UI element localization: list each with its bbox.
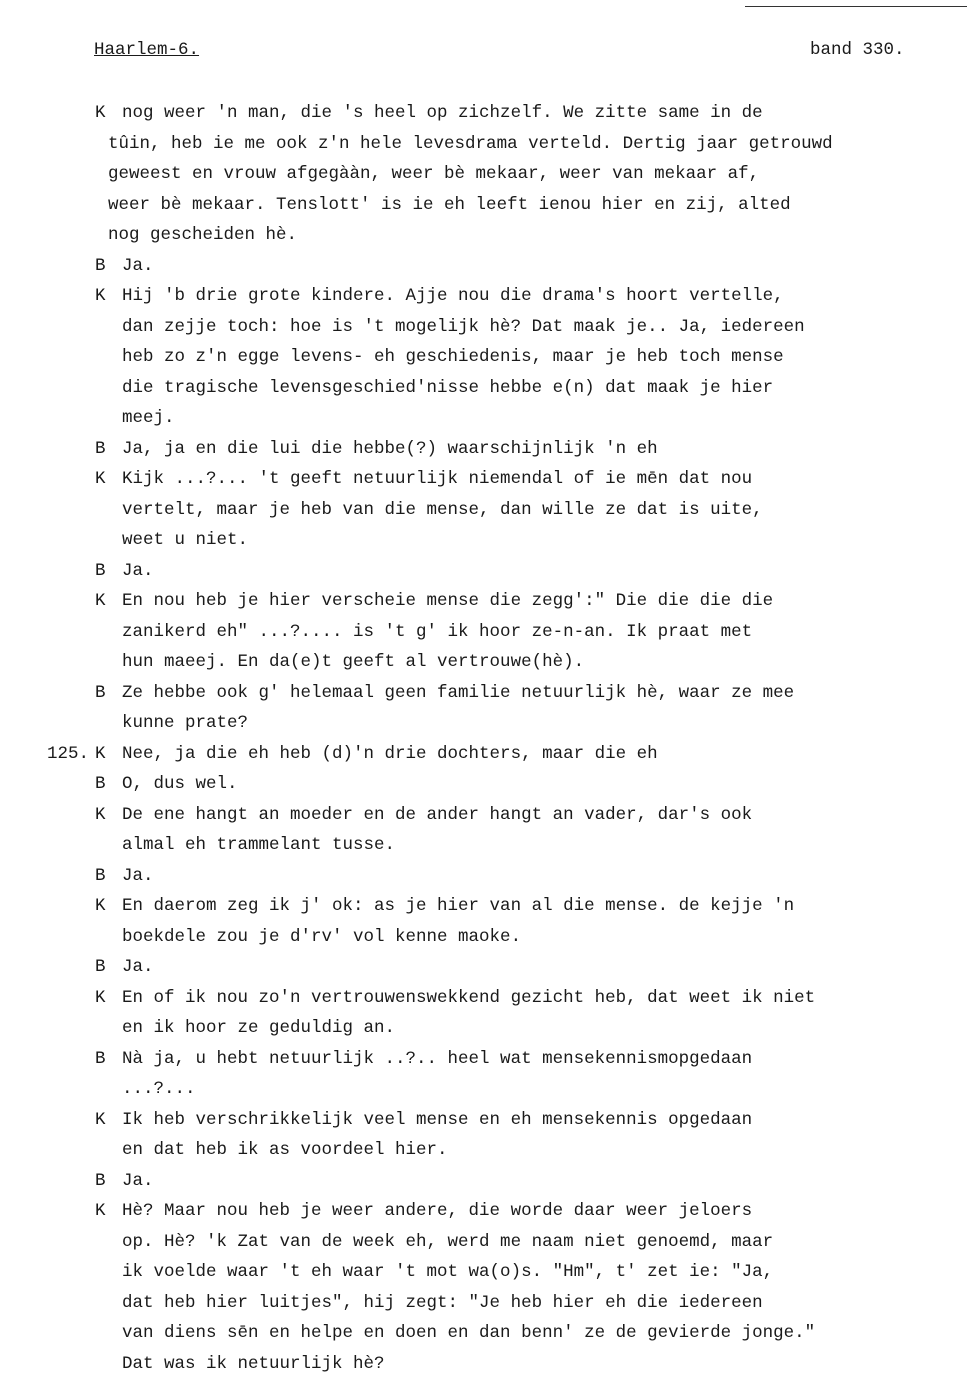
transcript-line (0, 1166, 973, 1197)
transcript-line (0, 952, 973, 983)
transcript-line (0, 586, 973, 617)
line-text: en ik hoor ze geduldig an. (122, 1018, 396, 1038)
line-text: En nou heb je hier verscheie mense die zegg':" Die die die die (122, 591, 774, 611)
line-text: vertelt, maar je heb van die mense, dan wille ze dat is uite, (122, 499, 763, 520)
speaker-label: K (95, 1201, 106, 1221)
line-text: Ja, ja en die lui die hebbe(?) waarschijnlijk 'n eh (122, 438, 658, 459)
transcript-line (0, 525, 973, 556)
speaker-label: B (95, 774, 106, 794)
line-text: die tragische levensgeschied'nisse hebbe e(n) dat maak je hier (122, 377, 774, 398)
transcript-line (0, 1288, 973, 1319)
transcript-line (0, 1013, 973, 1044)
transcript-line (0, 373, 973, 404)
line-text: geweest en vrouw afgegààn, weer bè mekaar, weer van mekaar af, (108, 164, 760, 184)
transcript-line (0, 190, 973, 221)
transcript-line (0, 708, 973, 739)
transcript-line (0, 220, 973, 251)
transcript-line (0, 312, 973, 343)
line-text: En daerom zeg ik j' ok: as je hier van al die mense. de kejje 'n (122, 896, 795, 916)
speaker-label: K (95, 286, 106, 306)
line-number: 125. (47, 743, 90, 764)
transcript-line (0, 556, 973, 587)
line-text: tûin, heb ie me ook z'n hele levesdrama verteld. Dertig jaar getrouwd (108, 133, 833, 154)
speaker-label: B (95, 1048, 106, 1069)
line-text: boekdele zou je d'rv' vol kenne maoke. (122, 926, 522, 947)
document-header-right: band 330. (810, 40, 905, 60)
transcript-line (0, 739, 973, 770)
transcript-line (0, 1074, 973, 1105)
line-text: Nee, ja die eh heb (d)'n drie dochters, maar die eh (122, 743, 658, 764)
transcript-line (0, 1196, 973, 1227)
line-text: De ene hangt an moeder en de ander hangt an vader, dar's ook (122, 804, 753, 825)
line-text: Ik heb verschrikkelijk veel mense en eh mensekennis opgedaan (122, 1109, 753, 1130)
line-text: Nà ja, u hebt netuurlijk ..?.. heel wat mensekennismopgedaan (122, 1048, 753, 1069)
transcript-line (0, 891, 973, 922)
transcript-line (0, 1257, 973, 1288)
transcript-line (0, 434, 973, 465)
line-text: Ja. (122, 560, 154, 581)
transcript-line (0, 159, 973, 190)
line-text: Hij 'b drie grote kindere. Ajje nou die drama's hoort vertelle, (122, 286, 784, 306)
transcript-line (0, 1227, 973, 1258)
line-text: ...?... (122, 1079, 196, 1099)
line-text: weer bè mekaar. Tenslott' is ie eh leeft ienou hier en zij, alted (108, 194, 791, 215)
transcript-line (0, 464, 973, 495)
transcript-line (0, 678, 973, 709)
transcript-line (0, 1044, 973, 1075)
transcript-line (0, 617, 973, 648)
line-text: Hè? Maar nou heb je weer andere, die worde daar weer jeloers (122, 1201, 753, 1221)
line-text: En of ik nou zo'n vertrouwenswekkend gezicht heb, dat weet ik niet (122, 987, 816, 1008)
line-text: Ja. (122, 1170, 154, 1191)
transcript-line (0, 800, 973, 831)
speaker-label: K (95, 743, 106, 764)
transcript-line (0, 769, 973, 800)
speaker-label: B (95, 1170, 106, 1191)
line-text: dan zejje toch: hoe is 't mogelijk hè? Dat maak je.. Ja, iedereen (122, 316, 805, 337)
transcript-line (0, 495, 973, 526)
transcript-line (0, 98, 973, 129)
transcript-line (0, 922, 973, 953)
speaker-label: K (95, 987, 106, 1008)
transcript-line (0, 251, 973, 282)
line-text: hun maeej. En da(e)t geeft al vertrouwe(hè). (122, 652, 585, 672)
transcript-line (0, 647, 973, 678)
speaker-label: B (95, 255, 106, 276)
speaker-label: B (95, 560, 106, 581)
line-text: Ja. (122, 255, 154, 276)
line-text: Ze hebbe ook g' helemaal geen familie netuurlijk hè, waar ze mee (122, 682, 795, 703)
line-text: van diens sēn en helpe en doen en dan benn' ze de gevierde jonge." (122, 1323, 816, 1343)
line-text: zanikerd eh" ...?.... is 't g' ik hoor ze-n-an. Ik praat met (122, 621, 753, 642)
speaker-label: B (95, 865, 106, 886)
speaker-label: B (95, 682, 106, 703)
speaker-label: K (95, 804, 106, 825)
line-text: almal eh trammelant tusse. (122, 835, 396, 855)
line-text: op. Hè? 'k Zat van de week eh, werd me naam niet genoemd, maar (122, 1231, 774, 1252)
line-text: nog gescheiden hè. (108, 225, 298, 245)
line-text: meej. (122, 408, 175, 428)
speaker-label: B (95, 438, 106, 459)
transcript-line (0, 403, 973, 434)
transcript-line (0, 830, 973, 861)
transcript-line (0, 983, 973, 1014)
line-text: weet u niet. (122, 530, 249, 550)
line-text: Ja. (122, 865, 154, 886)
transcript-line (0, 342, 973, 373)
line-text: nog weer 'n man, die 's heel op zichzelf. We zitte same in de (122, 103, 763, 123)
speaker-label: K (95, 591, 106, 611)
speaker-label: K (95, 469, 106, 489)
line-text: Ja. (122, 957, 154, 977)
transcript-line (0, 129, 973, 160)
transcript-line (0, 1318, 973, 1349)
line-text: en dat heb ik as voordeel hier. (122, 1140, 448, 1160)
transcript-line (0, 1349, 973, 1380)
line-text: heb zo z'n egge levens- eh geschiedenis, maar je heb toch mense (122, 347, 784, 367)
line-text: ik voelde waar 't eh waar 't mot wa(o)s. "Hm", t' zet ie: "Ja, (122, 1262, 774, 1282)
speaker-label: K (95, 103, 106, 123)
line-text: Kijk ...?... 't geeft netuurlijk niemendal of ie mēn dat nou (122, 469, 753, 489)
transcript-line (0, 861, 973, 892)
document-header-left: Haarlem-6. (94, 40, 200, 60)
transcript-body (0, 98, 973, 1379)
transcript-line (0, 281, 973, 312)
speaker-label: K (95, 1109, 106, 1130)
line-text: dat heb hier luitjes", hij zegt: "Je heb hier eh die iedereen (122, 1292, 763, 1313)
transcript-line (0, 1135, 973, 1166)
top-rule (745, 6, 967, 7)
line-text: O, dus wel. (122, 774, 238, 794)
transcript-line (0, 1105, 973, 1136)
line-text: Dat was ik netuurlijk hè? (122, 1353, 385, 1374)
speaker-label: K (95, 896, 106, 916)
line-text: kunne prate? (122, 713, 249, 733)
speaker-label: B (95, 957, 106, 977)
